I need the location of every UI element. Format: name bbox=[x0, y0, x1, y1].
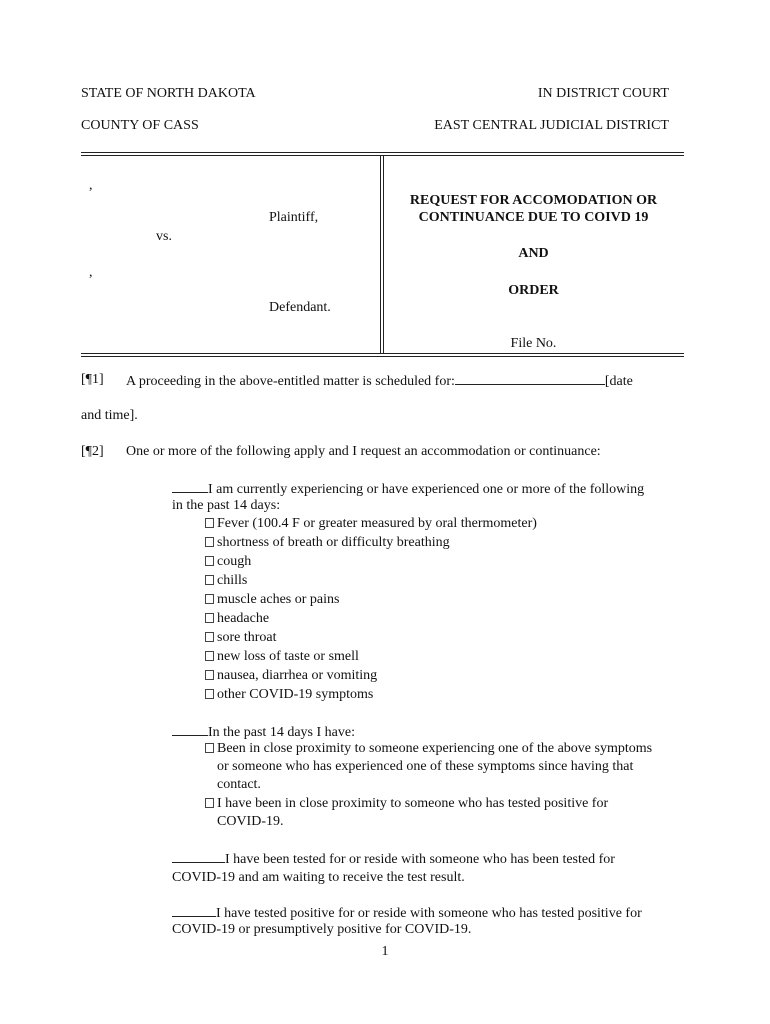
symptom-label: Fever (100.4 F or greater measured by oral thermometer) bbox=[217, 516, 537, 531]
exposure-label: Been in close proximity to someone experiencing one of the above symptoms bbox=[217, 741, 653, 756]
file-no-label: File No. bbox=[510, 336, 557, 351]
symptom-headache bbox=[205, 611, 269, 627]
option3-blank[interactable] bbox=[172, 850, 225, 863]
title-line-2: CONTINUANCE DUE TO COIVD 19 bbox=[418, 210, 649, 225]
checkbox-icon[interactable] bbox=[205, 518, 214, 528]
para1-text bbox=[126, 372, 633, 390]
plaintiff-name-comma: , bbox=[89, 178, 93, 193]
option2-text: In the past 14 days I have: bbox=[208, 725, 355, 740]
exposure-item-1-cont: or someone who has experienced one of these symptoms since having that bbox=[217, 759, 634, 774]
caption-top-rule bbox=[81, 152, 684, 153]
option2-blank[interactable] bbox=[172, 723, 208, 736]
symptom-other bbox=[205, 687, 373, 703]
page-number: 1 bbox=[381, 944, 389, 959]
exposure-item-2-cont: COVID-19. bbox=[217, 814, 284, 829]
title-line-1: REQUEST FOR ACCOMODATION OR bbox=[409, 193, 658, 208]
checkbox-icon[interactable] bbox=[205, 651, 214, 661]
caption-bottom-rule-2 bbox=[81, 356, 684, 357]
caption-bottom-rule bbox=[81, 353, 684, 354]
option4-blank[interactable] bbox=[172, 904, 216, 917]
symptom-muscle-aches bbox=[205, 592, 339, 608]
county-label: COUNTY OF CASS bbox=[81, 118, 199, 133]
title-and: AND bbox=[518, 246, 549, 261]
option3-line-1 bbox=[172, 850, 615, 868]
vs-label: vs. bbox=[156, 229, 172, 244]
symptom-nausea bbox=[205, 668, 377, 684]
checkbox-icon[interactable] bbox=[205, 632, 214, 642]
option3-text: I have been tested for or reside with someone who has been tested for bbox=[225, 852, 615, 867]
exposure-item-1 bbox=[205, 741, 652, 757]
symptom-cough bbox=[205, 554, 251, 570]
checkbox-icon[interactable] bbox=[205, 613, 214, 623]
para2-number: [¶2] bbox=[81, 444, 104, 459]
symptom-fever bbox=[205, 516, 537, 532]
plaintiff-label: Plaintiff, bbox=[269, 210, 319, 225]
caption-divider bbox=[380, 155, 381, 353]
para1-continuation: and time]. bbox=[81, 408, 138, 423]
defendant-name-comma: , bbox=[89, 265, 93, 280]
symptom-loss-of-taste bbox=[205, 649, 359, 665]
title-order: ORDER bbox=[508, 283, 559, 298]
option1-line-1 bbox=[172, 480, 644, 498]
para1-intro: A proceeding in the above-entitled matter is scheduled for: bbox=[126, 374, 455, 389]
symptom-label: shortness of breath or difficulty breathing bbox=[217, 535, 450, 550]
option3-line-2: COVID-19 and am waiting to receive the test result. bbox=[172, 870, 465, 885]
defendant-label: Defendant. bbox=[269, 300, 331, 315]
option4-text: I have tested positive for or reside with someone who has tested positive for bbox=[216, 906, 642, 921]
caption-divider-2 bbox=[383, 155, 384, 353]
option1-text: I am currently experiencing or have experienced one or more of the following bbox=[208, 482, 645, 497]
option4-line-1 bbox=[172, 904, 642, 922]
symptom-label: muscle aches or pains bbox=[217, 592, 340, 607]
exposure-item-2 bbox=[205, 796, 608, 812]
symptom-label: new loss of taste or smell bbox=[217, 649, 359, 664]
symptom-chills bbox=[205, 573, 247, 589]
checkbox-icon[interactable] bbox=[205, 689, 214, 699]
checkbox-icon[interactable] bbox=[205, 537, 214, 547]
checkbox-icon[interactable] bbox=[205, 798, 214, 808]
option2-line-1 bbox=[172, 723, 355, 741]
symptom-shortness-of-breath bbox=[205, 535, 450, 551]
para2-text: One or more of the following apply and I request an accommodation or continuance: bbox=[126, 444, 601, 459]
court-label: IN DISTRICT COURT bbox=[537, 86, 669, 101]
option1-blank[interactable] bbox=[172, 480, 208, 493]
para1-date-label: [date bbox=[604, 374, 633, 389]
state-label: STATE OF NORTH DAKOTA bbox=[81, 86, 256, 101]
symptom-label: sore throat bbox=[217, 630, 277, 645]
checkbox-icon[interactable] bbox=[205, 670, 214, 680]
checkbox-icon[interactable] bbox=[205, 556, 214, 566]
symptom-label: other COVID-19 symptoms bbox=[217, 687, 374, 702]
symptom-label: chills bbox=[217, 573, 248, 588]
option1-line-2: in the past 14 days: bbox=[172, 498, 281, 513]
symptom-sore-throat bbox=[205, 630, 276, 646]
option4-line-2: COVID-19 or presumptively positive for COVID-19. bbox=[172, 922, 472, 937]
date-time-blank[interactable] bbox=[455, 372, 605, 385]
checkbox-icon[interactable] bbox=[205, 594, 214, 604]
checkbox-icon[interactable] bbox=[205, 743, 214, 753]
symptom-label: cough bbox=[217, 554, 252, 569]
exposure-label: I have been in close proximity to someone who has tested positive for bbox=[217, 796, 609, 811]
symptom-label: headache bbox=[217, 611, 270, 626]
para1-number: [¶1] bbox=[81, 372, 104, 387]
symptom-label: nausea, diarrhea or vomiting bbox=[217, 668, 378, 683]
checkbox-icon[interactable] bbox=[205, 575, 214, 585]
district-label: EAST CENTRAL JUDICIAL DISTRICT bbox=[434, 118, 669, 133]
exposure-item-1-cont-2: contact. bbox=[217, 777, 261, 792]
